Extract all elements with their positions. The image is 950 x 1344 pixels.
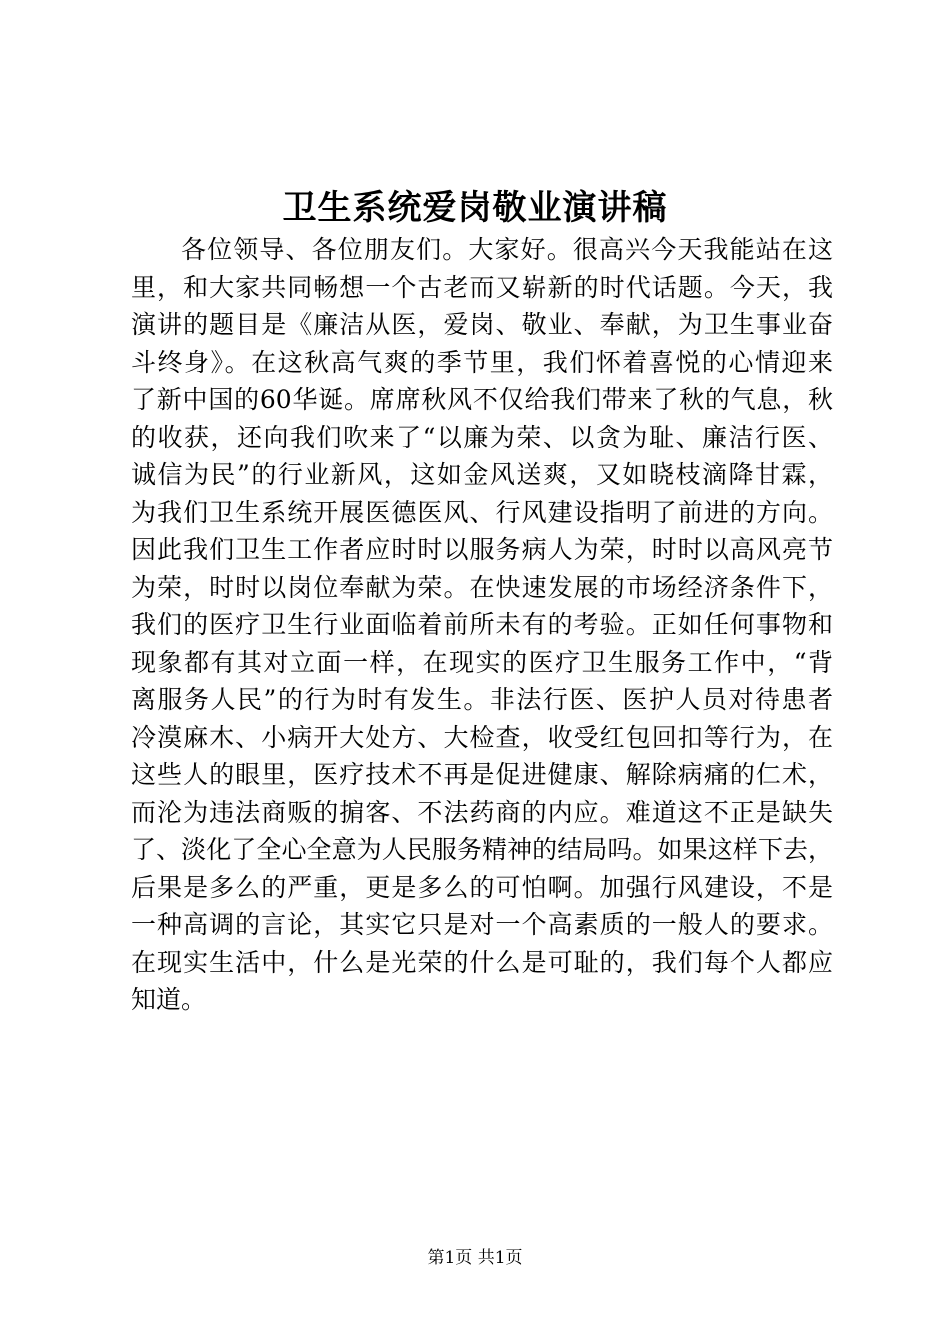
body-line: 了新中国的60华诞。席席秋风不仅给我们带来了秋的气息，秋 (131, 385, 833, 414)
body-line: 一种高调的言论，其实它只是对一个高素质的一般人的要求。 (131, 910, 833, 939)
body-line: 后果是多么的严重，更是多么的可怕啊。加强行风建设，不是 (131, 872, 833, 902)
body-line: 为我们卫生系统开展医德医风、行风建设指明了前进的方向。 (131, 497, 833, 527)
body-line: 里，和大家共同畅想一个古老而又崭新的时代话题。今天，我 (131, 272, 833, 302)
body-line: 知道。 (131, 985, 207, 1014)
body-line: 斗终身》。在这秋高气爽的季节里，我们怀着喜悦的心情迎来 (131, 347, 833, 377)
page-footer: 第1页 共1页 (427, 1248, 523, 1268)
body-line: 演讲的题目是《廉洁从医，爱岗、敬业、奉献，为卫生事业奋 (131, 310, 833, 339)
document-title: 卫生系统爱岗敬业演讲稿 (282, 188, 668, 228)
body-line: 各位领导、各位朋友们。大家好。很高兴今天我能站在这 (181, 235, 833, 264)
document-body (131, 231, 833, 1019)
body-line: 我们的医疗卫生行业面临着前所未有的考验。正如任何事物和 (131, 610, 833, 639)
body-line: 为荣，时时以岗位奉献为荣。在快速发展的市场经济条件下， (131, 572, 833, 602)
body-line: 因此我们卫生工作者应时时以服务病人为荣，时时以高风亮节 (131, 535, 833, 564)
body-line: 的收获，还向我们吹来了“以廉为荣、以贪为耻、廉洁行医、 (131, 422, 833, 452)
body-line: 这些人的眼里，医疗技术不再是促进健康、解除病痛的仁术， (131, 760, 833, 789)
body-line: 诚信为民”的行业新风，这如金风送爽，又如晓枝滴降甘霖， (131, 460, 833, 489)
body-line: 冷漠麻木、小病开大处方、大检查，收受红包回扣等行为，在 (131, 722, 833, 752)
body-line: 而沦为违法商贩的掮客、不法药商的内应。难道这不正是缺失 (131, 797, 833, 827)
body-line: 现象都有其对立面一样，在现实的医疗卫生服务工作中，“背 (131, 647, 833, 677)
body-line: 在现实生活中，什么是光荣的什么是可耻的，我们每个人都应 (131, 947, 833, 977)
body-line: 离服务人民”的行为时有发生。非法行医、医护人员对待患者 (131, 685, 833, 714)
body-line: 了、淡化了全心全意为人民服务精神的结局吗。如果这样下去， (131, 835, 833, 864)
